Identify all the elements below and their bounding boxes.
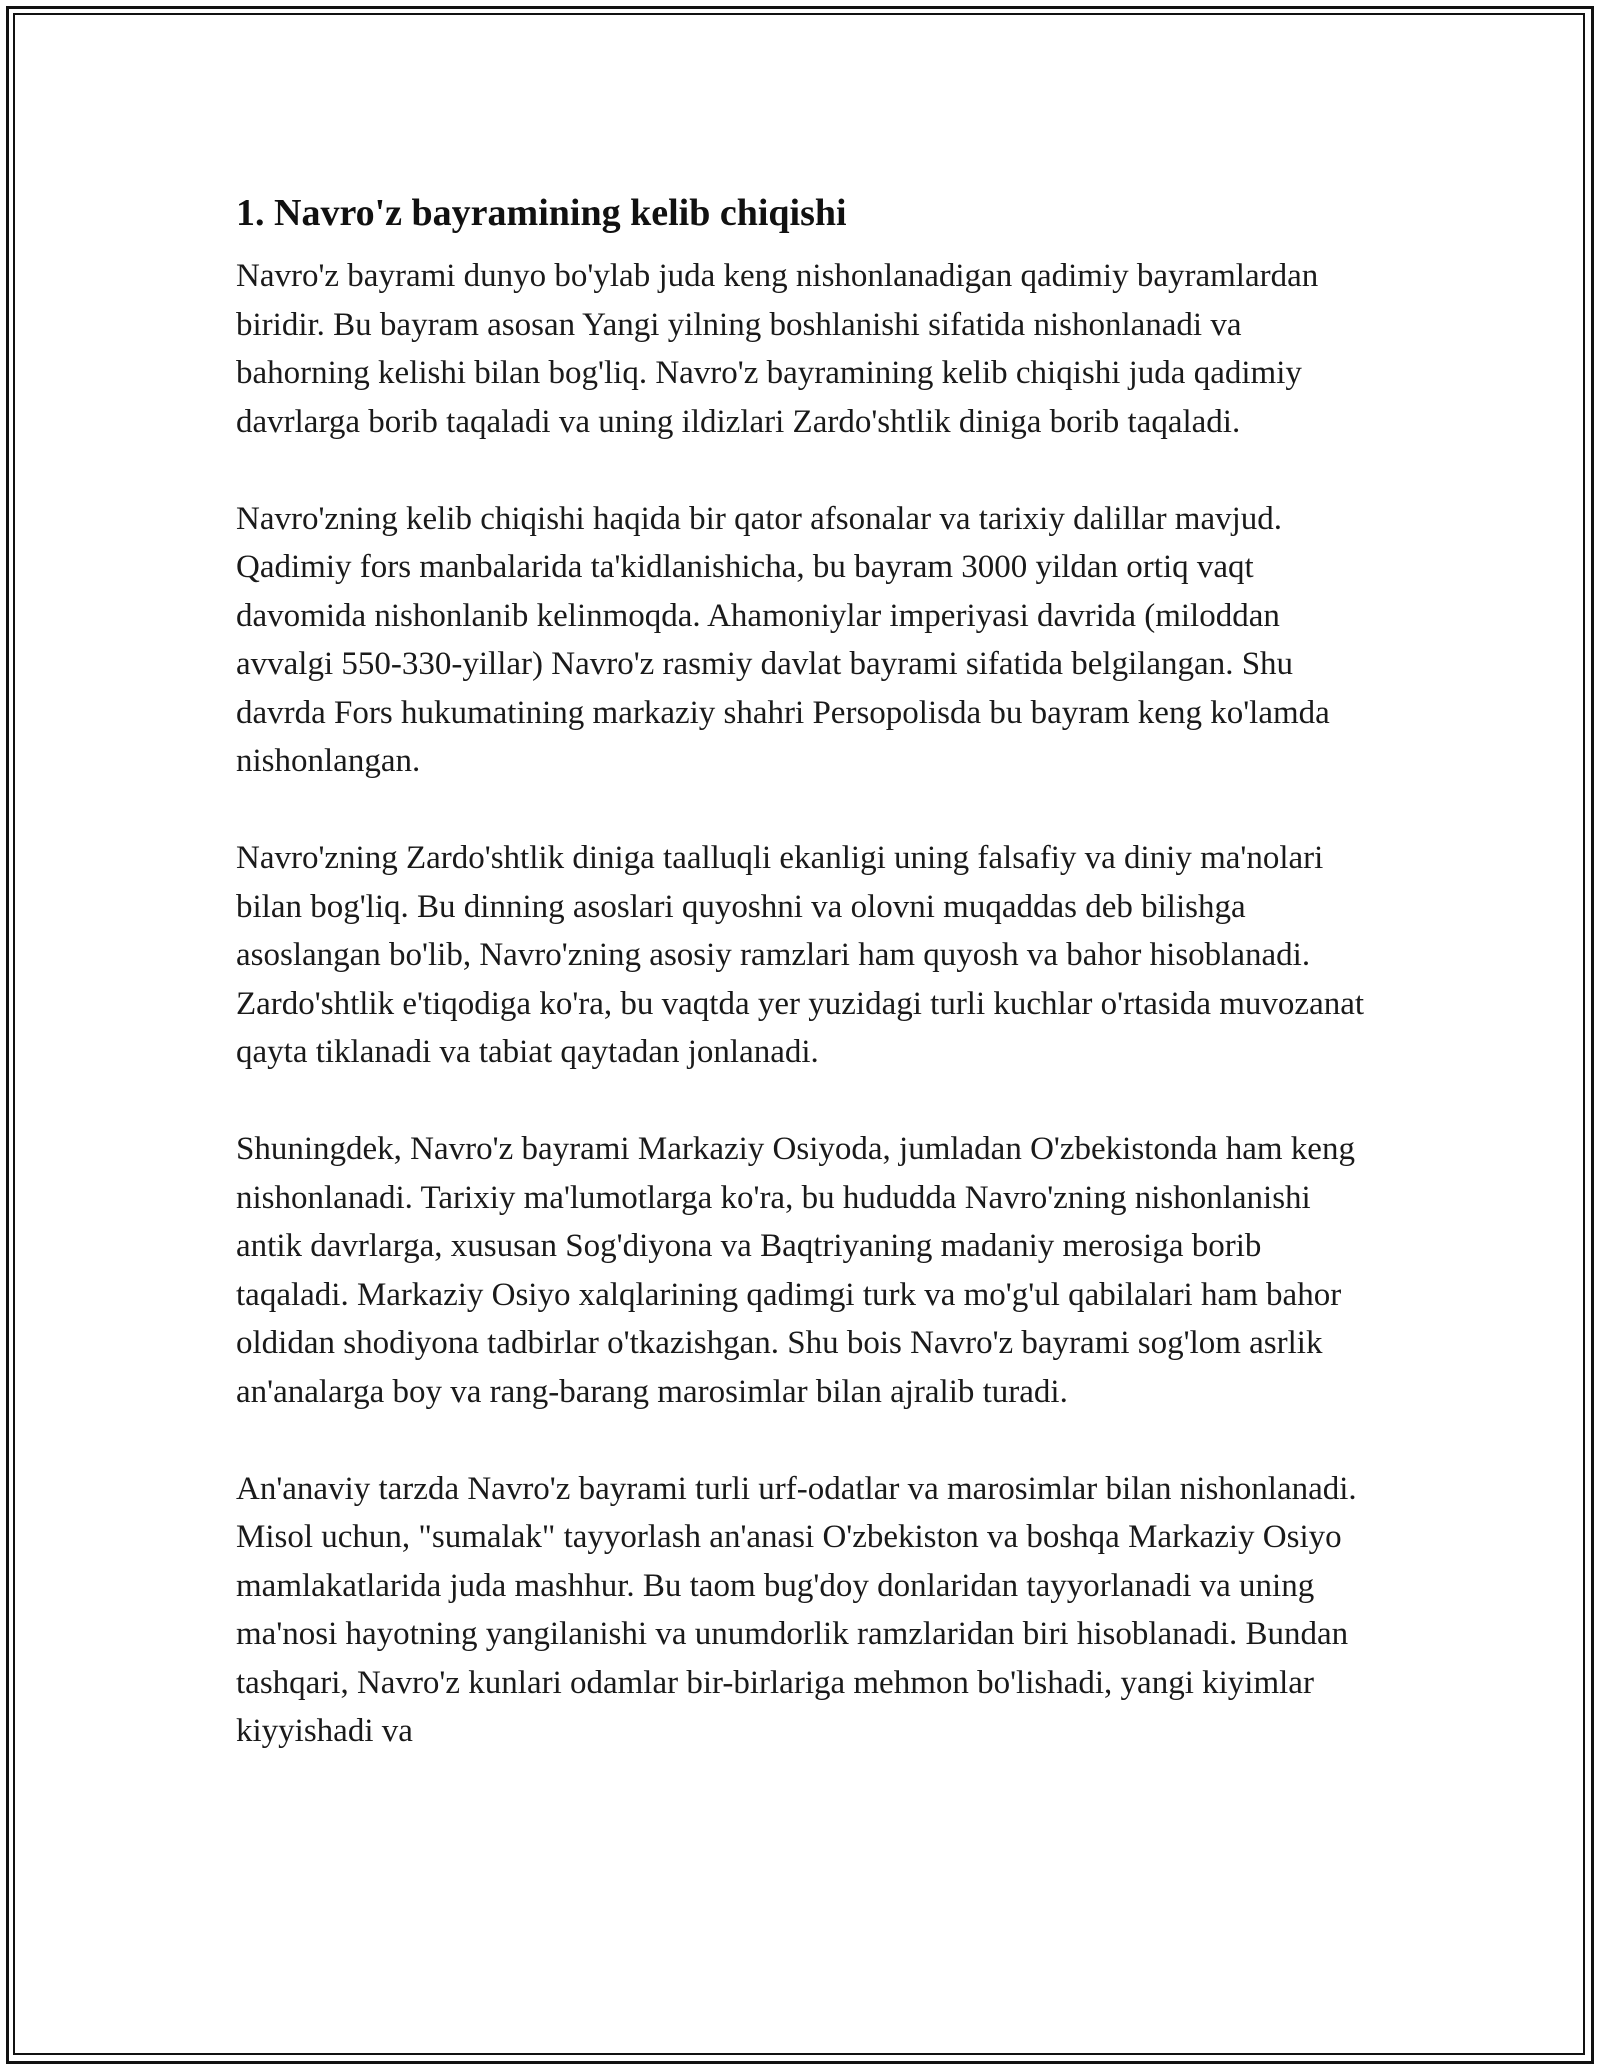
paragraph-zoroastrian: Navro'zning Zardo'shtlik diniga taalluqli ekanligi uning falsafiy va diniy ma'nolari bilan bog'liq. Bu dinning asoslari quyoshni va olovni muqaddas deb bilishga asoslangan bo'lib, Navro'zning asosiy ramzlari ham quyosh va bahor hisoblanadi. Zardo'shtlik e'tiqodiga ko'ra, bu vaqtda yer yuzidagi turli kuchlar o'rtasida muvozanat qayta tiklanadi va tabiat qaytadan jonlanadi. xyxy=(236,840,1365,1070)
paragraph-central-asia: Shuningdek, Navro'z bayrami Markaziy Osiyoda, jumladan O'zbekistonda ham keng nishonlanadi. Tarixiy ma'lumotlarga ko'ra, bu hududda Navro'zning nishonlanishi antik davrlarga, xususan Sog'diyona va Baqtriyaning madaniy merosiga borib taqaladi. Markaziy Osiyo xalqlarining qadimgi turk va mo'g'ul qabilalari ham bahor oldidan shodiyona tadbirlar o'tkazishgan. Shu bois Navro'z bayrami sog'lom asrlik an'analarga boy va rang-barang marosimlar bilan ajralib turadi. xyxy=(236,1131,1355,1410)
section-heading: 1. Navro'z bayramining kelib chiqishi xyxy=(236,192,847,234)
paragraph-origin-intro: Navro'z bayrami dunyo bo'ylab juda keng nishonlanadigan qadimiy bayramlardan biridir. Bu bayram asosan Yangi yilning boshlanishi sifatida nishonlanadi va bahorning kelishi bilan bog'liq. Navro'z bayramining kelib chiqishi juda qadimiy davrlarga borib taqaladi va uning ildizlari Zardo'shtlik diniga borib taqaladi. xyxy=(236,258,1319,440)
document-body xyxy=(236,186,1366,1804)
paragraph-traditions: An'anaviy tarzda Navro'z bayrami turli urf-odatlar va marosimlar bilan nishonlanadi. Misol uchun, "sumalak" tayyorlash an'anasi O'zbekiston va boshqa Markaziy Osiyo mamlakatlarida juda mashhur. Bu taom bug'doy donlaridan tayyorlanadi va uning ma'nosi hayotning yangilanishi va unumdorlik ramzlaridan biri hisoblanadi. Bundan tashqari, Navro'z kunlari odamlar bir-birlariga mehmon bo'lishadi, yangi kiyimlar kiyyishadi va xyxy=(236,1470,1357,1749)
paragraph-history: Navro'zning kelib chiqishi haqida bir qator afsonalar va tarixiy dalillar mavjud. Qadimiy fors manbalarida ta'kidlanishicha, bu bayram 3000 yildan ortiq vaqt davomida nishonlanib kelinmoqda. Ahamoniylar imperiyasi davrida (miloddan avvalgi 550-330-yillar) Navro'z rasmiy davlat bayrami sifatida belgilangan. Shu davrda Fors hukumatining markaziy shahri Persopolisda bu bayram keng ko'lamda nishonlangan. xyxy=(236,500,1330,779)
